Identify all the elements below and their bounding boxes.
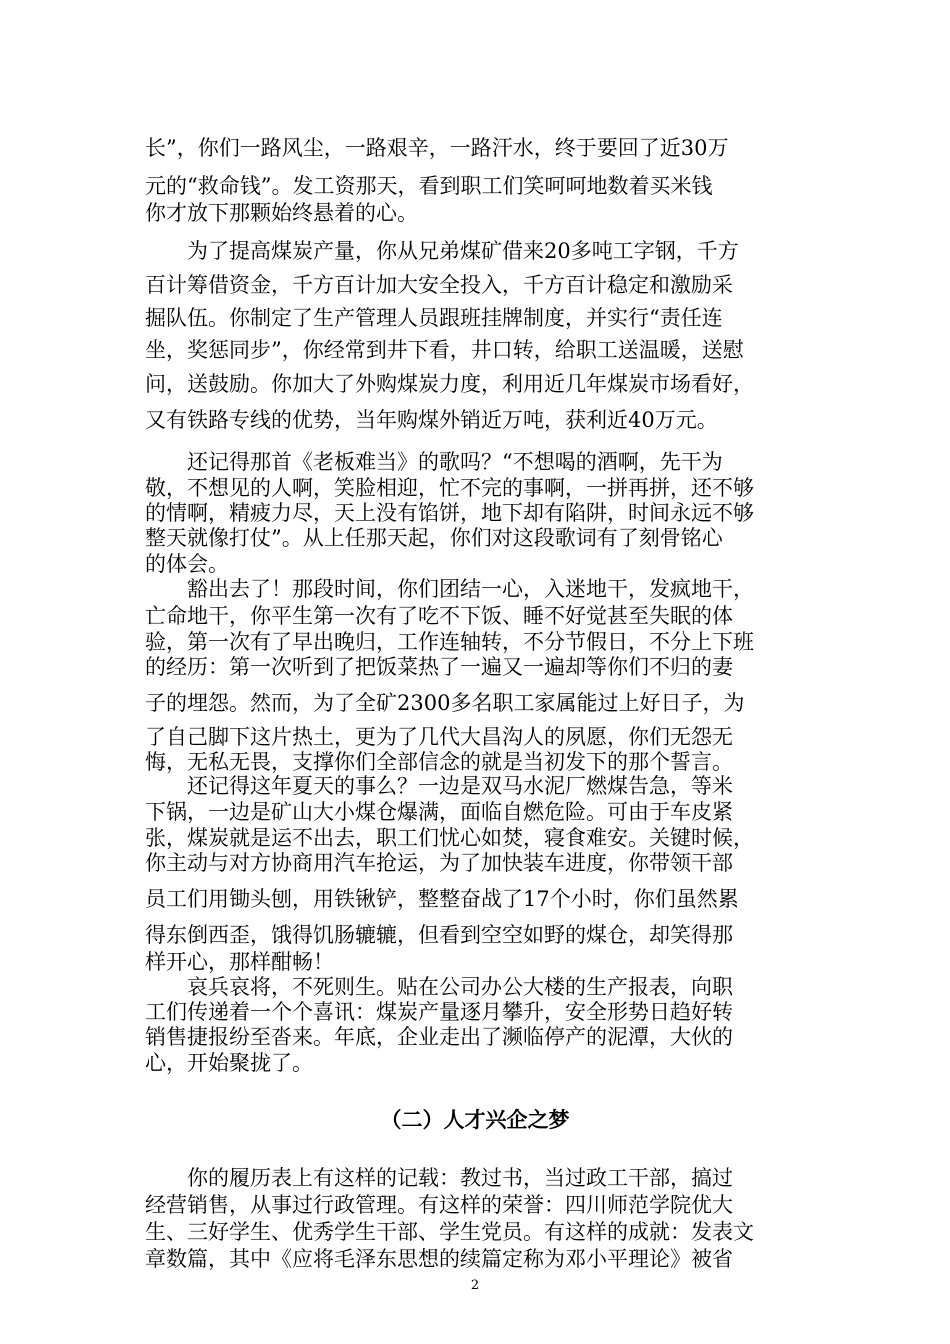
text-line: 敬，不想见的人啊，笑脸相迎，忙不完的事啊，一拼再拼，还不够 <box>145 476 754 500</box>
text-line: 生、三好学生、优秀学生干部、学生党员。有这样的成就：发表文 <box>145 1220 754 1244</box>
text-line: 亡命地干，你平生第一次有了吃不下饭、睡不好觉甚至失眠的体 <box>145 604 733 628</box>
text-line: 问，送鼓励。你加大了外购煤炭力度，利用近几年煤炭市场看好， <box>145 372 754 396</box>
text-line: 整天就像打仗”。从上任那天起，你们对这段歌词有了刻骨铭心 <box>145 526 723 550</box>
text-line: 下锅，一边是矿山大小煤仓爆满，面临自燃危险。可由于车皮紧 <box>145 800 733 824</box>
text-line: 章数篇，其中《应将毛泽东思想的续篇定称为邓小平理论》被省 <box>145 1247 733 1271</box>
text-line: 的情啊，精疲力尽，天上没有馅饼，地下却有陷阱，时间永远不够 <box>145 501 754 525</box>
text-line: 还记得这年夏天的事么？一边是双马水泥厂燃煤告急，等米 <box>187 774 733 798</box>
text-line: 样开心，那样酣畅！ <box>145 950 334 974</box>
text-line: 又有铁路专线的优势，当年购煤外销近万吨，获利近40万元。 <box>145 408 718 432</box>
text-line: 掘队伍。你制定了生产管理人员跟班挂牌制度，并实行“责任连 <box>145 306 723 330</box>
text-line: 元的“救命钱”。发工资那天，看到职工们笑呵呵地数着买米钱 <box>145 174 713 198</box>
text-line: 长”，你们一路风尘，一路艰辛，一路汗水，终于要回了近30万 <box>145 136 729 160</box>
text-line: 还记得那首《老板难当》的歌吗？“不想喝的酒啊，先干为 <box>187 450 723 474</box>
text-line: 你的履历表上有这样的记载：教过书，当过政工干部，搞过 <box>187 1166 733 1190</box>
text-line: 员工们用锄头刨，用铁锹铲，整整奋战了17个小时，你们虽然累 <box>145 887 739 911</box>
text-line: 子的埋怨。然而，为了全矿2300多名职工家属能过上好日子，为 <box>145 691 745 715</box>
text-line: 得东倒西歪，饿得饥肠辘辘，但看到空空如野的煤仓，却笑得那 <box>145 923 733 947</box>
text-line: 悔，无私无畏，支撑你们全部信念的就是当初发下的那个誓言。 <box>145 750 733 774</box>
text-line: 你才放下那颗始终悬着的心。 <box>145 201 418 225</box>
text-line: 百计筹借资金，千方百计加大安全投入，千方百计稳定和激励采 <box>145 273 733 297</box>
text-line: 坐，奖惩同步”，你经常到井下看，井口转，给职工送温暖，送慰 <box>145 338 744 362</box>
text-line: 为了提高煤炭产量，你从兄弟煤矿借来20多吨工字钢，千方 <box>187 239 739 263</box>
text-line: 你主动与对方协商用汽车抢运，为了加快装车进度，你带领干部 <box>145 851 733 875</box>
text-line: 心，开始聚拢了。 <box>145 1051 313 1075</box>
text-line: 经营销售，从事过行政管理。有这样的荣誉：四川师范学院优大 <box>145 1193 733 1217</box>
text-line: 豁出去了！那段时间，你们团结一心，入迷地干，发疯地干， <box>187 577 754 601</box>
text-line: 的体会。 <box>145 552 229 576</box>
section-heading: （二）人才兴企之梦 <box>380 1108 570 1132</box>
text-line: 哀兵哀将，不死则生。贴在公司办公大楼的生产报表，向职 <box>187 975 733 999</box>
text-line: 验，第一次有了早出晚归，工作连轴转，不分节假日，不分上下班 <box>145 630 754 654</box>
page-number: 2 <box>470 1278 480 1293</box>
text-line: 的经历：第一次听到了把饭菜热了一遍又一遍却等你们不归的妻 <box>145 655 733 679</box>
text-line: 工们传递着一个个喜讯：煤炭产量逐月攀升，安全形势日趋好转 <box>145 1000 733 1024</box>
text-line: 了自己脚下这片热土，更为了几代大昌沟人的夙愿，你们无怨无 <box>145 725 733 749</box>
text-line: 张，煤炭就是运不出去，职工们忧心如焚，寝食难安。关键时候， <box>145 826 754 850</box>
text-line: 销售捷报纷至沓来。年底，企业走出了濒临停产的泥潭，大伙的 <box>145 1025 733 1049</box>
